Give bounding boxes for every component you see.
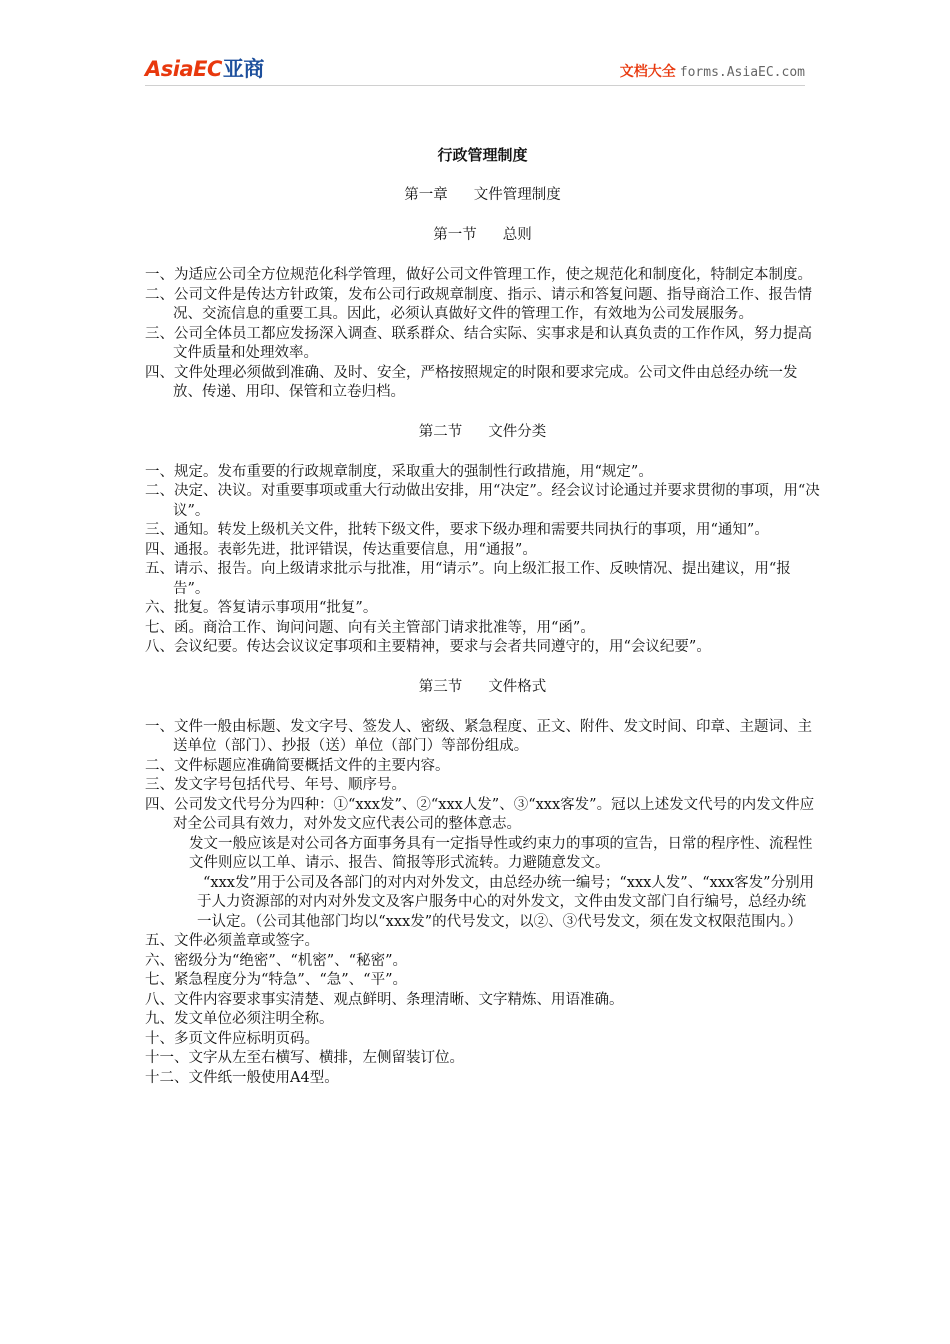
list-item: 五、文件必须盖章或签字。 — [145, 933, 319, 949]
list-item: 六、批复。答复请示事项用“批复”。 — [145, 600, 378, 616]
list-item: 二、文件标题应准确简要概括文件的主要内容。 — [145, 757, 450, 774]
list-item: 一、为适应公司全方位规范化科学管理，做好公司文件管理工作，使之规范化和制度化，特制定本制度。 — [145, 267, 812, 283]
chapter-number: 第一章 — [404, 187, 448, 203]
list-item: 七、函。商洽工作、询问问题、向有关主管部门请求批准等，用“函”。 — [145, 619, 595, 636]
section-number: 第三节 — [418, 678, 463, 695]
chapter-name: 文件管理制度 — [473, 187, 561, 203]
section-name: 文件分类 — [488, 423, 547, 440]
section-name: 文件格式 — [488, 678, 547, 695]
list-item-paragraph: “xxx发”用于公司及各部门的对内对外发文，由总经办统一编号；“xxx人发”、“xxx客发”分别用于人力资源部的对内对外发文及客户服务中心的对外发文，文件由发文部门自行编号，总经办统一认定。（公司其他部门均以“xxx发”的代号发文，以②、③代号发文，须在发文权限范围内。） — [197, 874, 815, 930]
section-heading — [145, 222, 820, 248]
list-item: 四、文件处理必须做到准确、及时、安全，严格按照规定的时限和要求完成。公司文件由总经办统一发放、传递、用印、保管和立卷归档。 — [145, 364, 798, 400]
logo-chinese-text: 亚商 — [222, 57, 264, 81]
list-item: 二、公司文件是传达方针政策，发布公司行政规章制度、指示、请示和答复问题、指导商洽工作、报告情况、交流信息的重要工具。因此，必须认真做好文件的管理工作，有效地为公司发展服务。 — [145, 286, 812, 322]
list-item: 八、文件内容要求事实清楚、观点鲜明、条理清晰、文字精炼、用语准确。 — [145, 991, 624, 1008]
document-body — [145, 140, 820, 1088]
section-number: 第一节 — [433, 227, 477, 243]
list-item: 十、多页文件应标明页码。 — [145, 1030, 319, 1047]
list-item: 五、请示、报告。向上级请求批示与批准，用“请示”。向上级汇报工作、反映情况、提出建议，用“报告”。 — [145, 561, 791, 597]
list-item: 三、通知。转发上级机关文件，批转下级文件，要求下级办理和需要共同执行的事项，用“通知”。 — [145, 522, 769, 538]
header-site-link[interactable] — [620, 62, 805, 83]
section-heading — [145, 419, 820, 445]
list-item: 七、紧急程度分为“特急”、“急”、“平”。 — [145, 972, 407, 988]
list-item-paragraph: 发文一般应该是对公司各方面事务具有一定指导性或约束力的事项的宣告，日常的程序性、流程性文件则应以工单、请示、报告、简报等形式流转。力避随意发文。 — [189, 835, 813, 871]
site-label: 文档大全 — [619, 64, 676, 80]
logo-text: AsiaEC — [145, 57, 222, 81]
chapter-heading — [145, 182, 820, 208]
list-item: 一、规定。发布重要的行政规章制度，采取重大的强制性行政措施，用“规定”。 — [145, 463, 653, 480]
site-url: forms.AsiaEC.com — [679, 65, 805, 80]
list-item: 一、文件一般由标题、发文字号、签发人、密级、紧急程度、正文、附件、发文时间、印章、主题词、主送单位（部门）、抄报（送）单位（部门）等部份组成。 — [145, 718, 812, 754]
list-item: 十二、文件纸一般使用A4型。 — [145, 1069, 339, 1086]
list-item: 四、通报。表彰先进，批评错误，传达重要信息，用“通报”。 — [145, 541, 537, 558]
page-header — [0, 0, 950, 100]
list-item: 三、公司全体员工都应发扬深入调查、联系群众、结合实际、实事求是和认真负责的工作作风，努力提高文件质量和处理效率。 — [145, 325, 812, 361]
asiaec-logo[interactable] — [145, 56, 264, 82]
list-item: 十一、文字从左至右横写、横排，左侧留装订位。 — [145, 1050, 464, 1066]
list-item: 八、会议纪要。传达会议议定事项和主要精神，要求与会者共同遵守的，用“会议纪要”。 — [145, 639, 711, 655]
list-item: 三、发文字号包括代号、年号、顺序号。 — [145, 777, 406, 793]
list-item: 二、决定、决议。对重要事项或重大行动做出安排，用“决定”。经会议讨论通过并要求贯彻的事项，用“决议”。 — [145, 483, 820, 519]
list-item: 四、公司发文代号分为四种：①“xxx发”、②“xxx人发”、③“xxx客发”。冠以上述发文代号的内发文件应对全公司具有效力，对外发文应代表公司的整体意志。 — [145, 796, 815, 832]
section-name: 总则 — [502, 227, 532, 243]
header-divider — [145, 85, 805, 86]
section-number: 第二节 — [418, 423, 463, 440]
section-heading — [145, 674, 820, 700]
document-title: 行政管理制度 — [437, 146, 528, 164]
list-item: 六、密级分为“绝密”、“机密”、“秘密”。 — [145, 952, 407, 969]
list-item: 九、发文单位必须注明全称。 — [145, 1011, 334, 1027]
